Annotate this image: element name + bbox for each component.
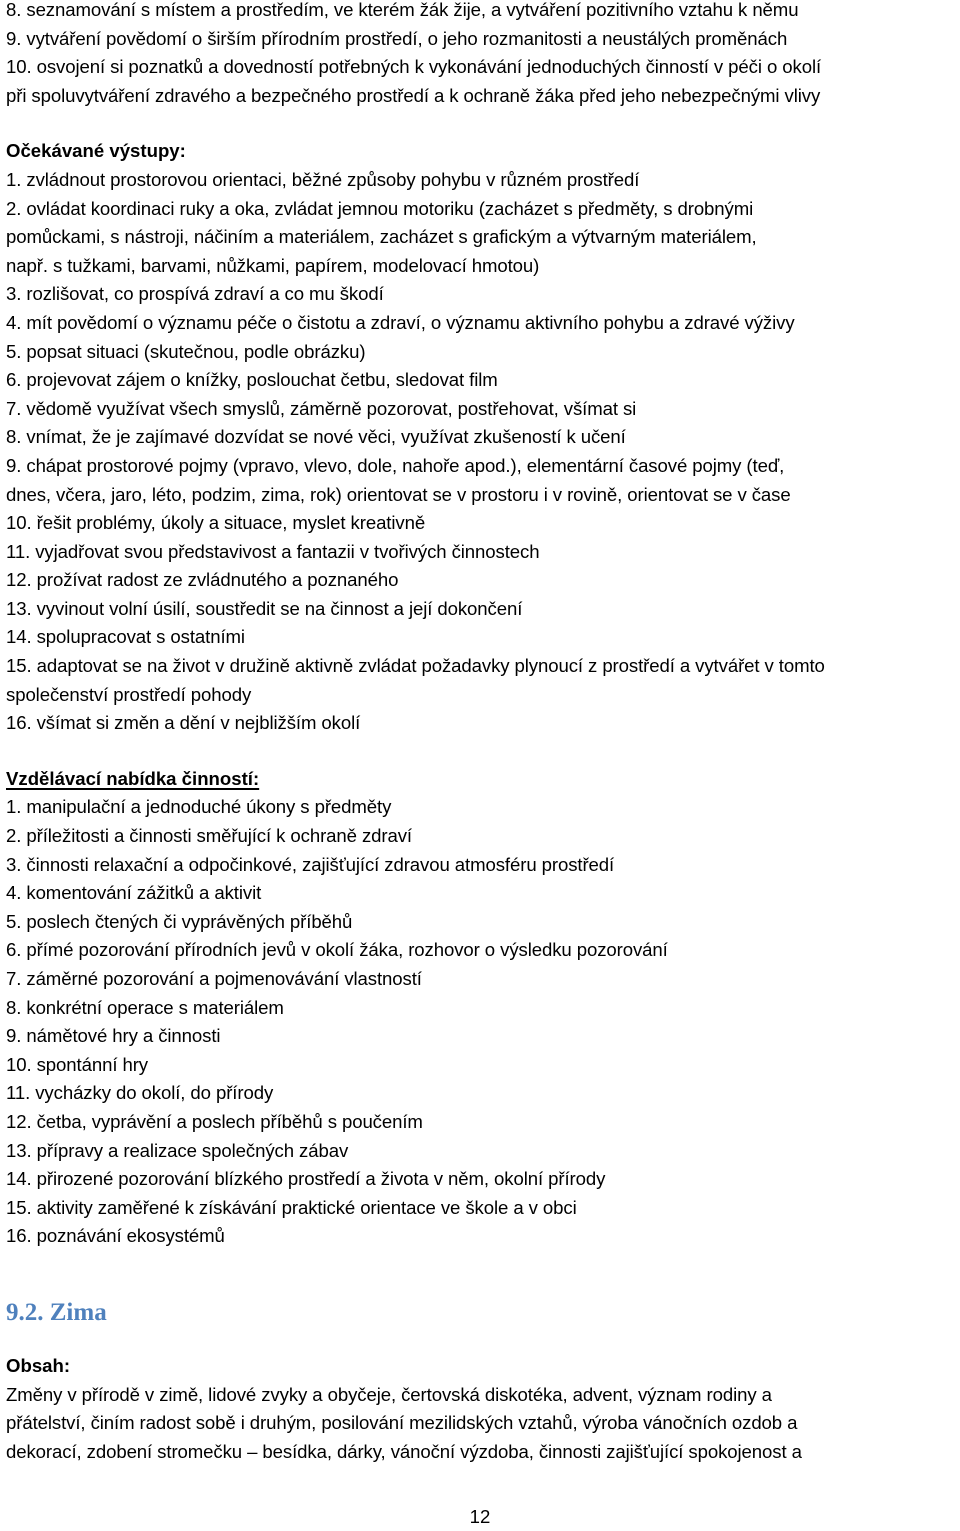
outcome-line: 14. spolupracovat s ostatními <box>6 626 245 648</box>
page-number: 12 <box>469 1506 491 1527</box>
outcome-line: 9. chápat prostorové pojmy (vpravo, vlevo, dole, nahoře apod.), elementární časové pojmy (teď, <box>6 454 785 476</box>
outcome-line: 15. adaptovat se na život v družině aktivně zvládat požadavky plynoucí z prostředí a vytvářet v tomto <box>6 655 825 677</box>
outcome-line: 8. vnímat, že je zajímavé dozvídat se nové věci, využívat zkušeností k učení <box>6 426 626 448</box>
outcome-line: 2. ovládat koordinaci ruky a oka, zvládat jemnou motoriku (zacházet s předměty, s drobnými <box>6 197 754 219</box>
content-line: Změny v přírodě v zimě, lidové zvyky a obyčeje, čertovská diskotéka, advent, význam rodiny a <box>6 1383 772 1405</box>
activity-line: 3. činnosti relaxační a odpočinkové, zajišťující zdravou atmosféru prostředí <box>6 853 615 875</box>
content-heading: Obsah: <box>6 1354 71 1376</box>
winter-section <box>6 1297 958 1466</box>
activities-heading: Vzdělávací nabídka činností: <box>6 767 260 789</box>
outcomes-section <box>6 137 958 737</box>
outcome-line: 16. všímat si změn a dění v nejbližším okolí <box>6 712 361 734</box>
activity-line: 13. přípravy a realizace společných zábav <box>6 1139 349 1161</box>
content-line: přátelství, činím radost sobě i druhým, posilování mezilidských vztahů, výroba vánočních ozdob a <box>6 1412 798 1434</box>
activity-line: 1. manipulační a jednoduché úkony s předměty <box>6 796 392 818</box>
activity-line: 10. spontánní hry <box>6 1053 148 1075</box>
outcome-line: společenství prostředí pohody <box>6 683 252 705</box>
intro-line: při spoluvytváření zdravého a bezpečného prostředí a k ochraně žáka před jeho nebezpečnými vlivy <box>6 84 821 106</box>
activity-line: 11. vycházky do okolí, do přírody <box>6 1082 274 1104</box>
intro-line: 10. osvojení si poznatků a dovedností potřebných k vykonávání jednoduchých činností v péči o okolí <box>6 56 822 78</box>
activity-line: 16. poznávání ekosystémů <box>6 1225 225 1247</box>
activity-line: 12. četba, vyprávění a poslech příběhů s poučením <box>6 1110 423 1132</box>
activity-line: 4. komentování zážitků a aktivit <box>6 882 262 904</box>
content-line: dekorací, zdobení stromečku – besídka, dárky, vánoční výzdoba, činnosti zajišťující spokojenost a <box>6 1440 802 1462</box>
activity-line: 5. poslech čtených či vyprávěných příběhů <box>6 910 353 932</box>
activity-line: 2. příležitosti a činnosti směřující k ochraně zdraví <box>6 825 412 847</box>
outcome-line: 11. vyjadřovat svou představivost a fantazii v tvořivých činnostech <box>6 540 540 562</box>
intro-line: 9. vytváření povědomí o širším přírodním prostředí, o jeho rozmanitosti a neustálých proměnách <box>6 27 788 49</box>
activity-line: 15. aktivity zaměřené k získávání praktické orientace ve škole a v obci <box>6 1196 577 1218</box>
outcome-line: 6. projevovat zájem o knížky, poslouchat četbu, sledovat film <box>6 369 498 391</box>
outcome-line: např. s tužkami, barvami, nůžkami, papírem, modelovací hmotou) <box>6 254 540 276</box>
activity-line: 8. konkrétní operace s materiálem <box>6 996 284 1018</box>
outcome-line: dnes, včera, jaro, léto, podzim, zima, rok) orientovat se v prostoru i v rovině, orientovat se v čase <box>6 483 791 505</box>
outcome-line: 3. rozlišovat, co prospívá zdraví a co mu škodí <box>6 283 384 305</box>
outcome-line: 13. vyvinout volní úsilí, soustředit se na činnost a její dokončení <box>6 597 523 619</box>
activity-line: 9. námětové hry a činnosti <box>6 1025 221 1047</box>
outcome-line: 10. řešit problémy, úkoly a situace, myslet kreativně <box>6 512 426 534</box>
outcomes-heading: Očekávané výstupy: <box>6 140 186 162</box>
outcome-line: 4. mít povědomí o významu péče o čistotu a zdraví, o významu aktivního pohybu a zdravé výživy <box>6 311 795 333</box>
document-page <box>6 0 958 1466</box>
activity-line: 6. přímé pozorování přírodních jevů v okolí žáka, rozhovor o výsledku pozorování <box>6 939 668 961</box>
activity-line: 14. přirozené pozorování blízkého prostředí a života v něm, okolní přírody <box>6 1168 606 1190</box>
outcome-line: 1. zvládnout prostorovou orientaci, běžné způsoby pohybu v různém prostředí <box>6 168 640 190</box>
outcome-line: 5. popsat situaci (skutečnou, podle obrázku) <box>6 340 366 362</box>
outcome-line: pomůckami, s nástroji, náčiním a materiálem, zacházet s grafickým a výtvarným materiálem, <box>6 226 757 248</box>
activity-line: 7. záměrné pozorování a pojmenovávání vlastností <box>6 968 422 989</box>
activities-section <box>6 765 958 1251</box>
intro-line: 8. seznamování s místem a prostředím, ve kterém žák žije, a vytváření pozitivního vztahu k němu <box>6 0 799 20</box>
outcome-line: 7. vědomě využívat všech smyslů, záměrně pozorovat, postřehovat, všímat si <box>6 397 637 419</box>
section-title: 9.2. Zima <box>6 1298 107 1326</box>
intro-list <box>6 0 958 110</box>
outcome-line: 12. prožívat radost ze zvládnutého a poznaného <box>6 569 399 591</box>
